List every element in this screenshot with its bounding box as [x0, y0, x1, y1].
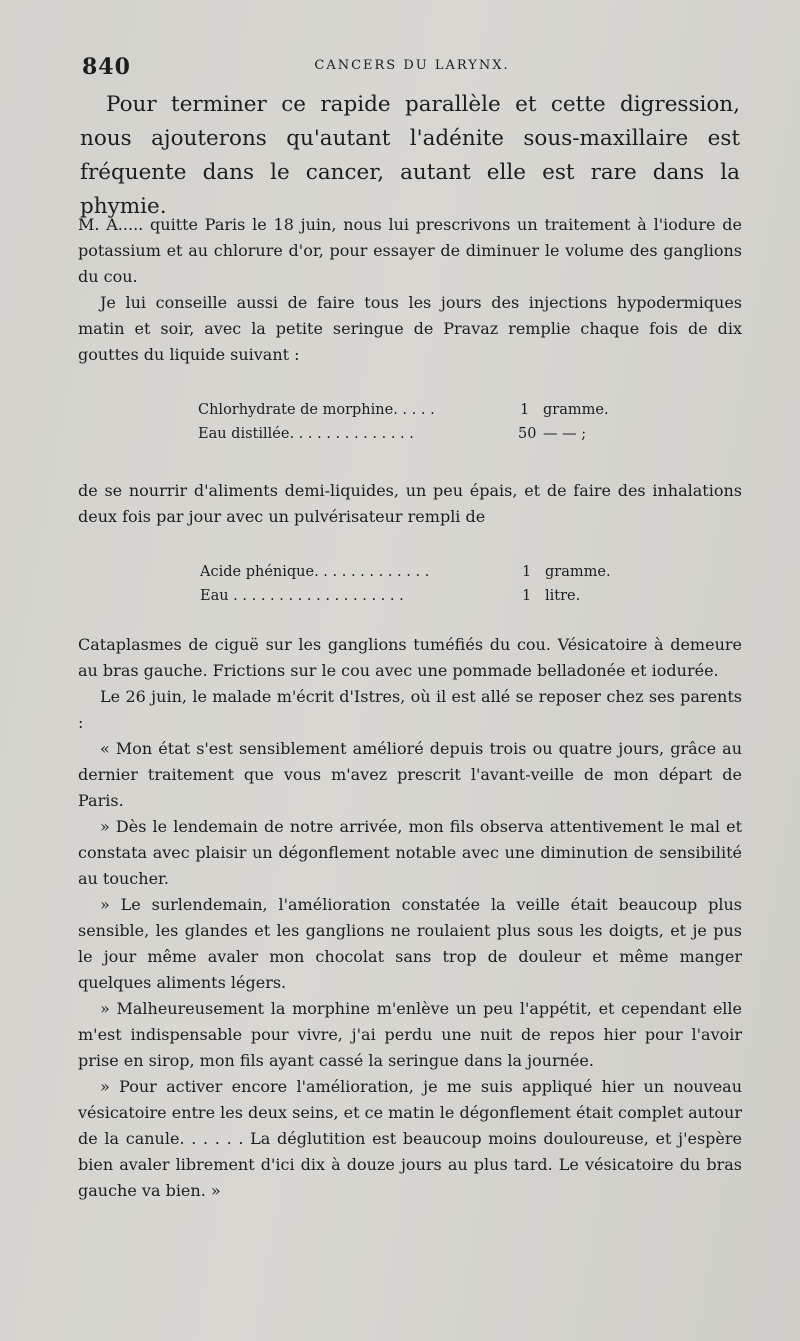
- formula-row: [200, 584, 640, 608]
- paragraph-letter-1: « Mon état s'est sensiblement amélioré depuis trois ou quatre jours, grâce au dernier traitement que vous m'avez prescrit l'avant-veille de mon départ de Paris.: [78, 739, 742, 810]
- text-block-3: [78, 632, 742, 1204]
- ingredient-unit: gramme.: [543, 402, 609, 418]
- formula-row: [198, 422, 638, 446]
- ingredient-name: Eau . . . . . . . . . . . . . . . . . . .: [200, 588, 404, 604]
- paragraph-letter-4: » Malheureusement la morphine m'enlève un peu l'appétit, et cependant elle m'est indispensable pour vivre, j'ai perdu une nuit de repos hier pour l'avoir prise en sirop, mon fils ayant cassé la seringue dans la journée.: [78, 999, 742, 1070]
- ingredient-unit: litre.: [545, 588, 581, 604]
- running-title: CANCERS DU LARYNX.: [314, 58, 510, 73]
- formula-row: [200, 560, 640, 584]
- ingredient-name: Acide phénique. . . . . . . . . . . . .: [200, 564, 430, 580]
- paragraph-cataplasms: Cataplasmes de ciguë sur les ganglions tuméfiés du cou. Vésicatoire à demeure au bras gauche. Frictions sur le cou avec une pommade belladonée et iodurée.: [78, 635, 742, 680]
- formula-row: [198, 398, 638, 422]
- prescription-morphine: [198, 398, 638, 446]
- intro-paragraph: Pour terminer ce rapide parallèle et cette digression, nous ajouterons qu'autant l'adénite sous-maxillaire est fréquente dans le cancer, autant elle est rare dans la phymie.: [80, 92, 740, 219]
- ingredient-quantity: 1: [522, 564, 532, 580]
- ingredient-unit: gramme.: [545, 564, 611, 580]
- paragraph-injections: Je lui conseille aussi de faire tous les jours des injections hypodermiques matin et soir, avec la petite seringue de Pravaz remplie chaque fois de dix gouttes du liquide suivant :: [78, 293, 742, 364]
- paragraph-letter-2: » Dès le lendemain de notre arrivée, mon fils observa attentivement le mal et constata avec plaisir un dégonflement notable avec une diminution de sensibilité au toucher.: [78, 817, 742, 888]
- paragraph-departure: M. A..... quitte Paris le 18 juin, nous lui prescrivons un traitement à l'iodure de potassium et au chlorure d'or, pour essayer de diminuer le volume des ganglions du cou.: [78, 215, 742, 286]
- paragraph-letter-3: » Le surlendemain, l'amélioration constatée la veille était beaucoup plus sensible, les glandes et les ganglions ne roulaient plus sous les doigts, et je pus le jour même avaler mon chocolat sans trop de douleur et même manger quelques aliments légers.: [78, 895, 742, 992]
- page-header: [82, 54, 742, 84]
- paragraph-letter-5: » Pour activer encore l'amélioration, je me suis appliqué hier un nouveau vésicatoire entre les deux seins, et ce matin le dégonflement était complet autour de la canule. . . . . . La déglutition est beaucoup moins douloureuse, et j'espère bien avaler librement d'ici dix à douze jours au plus tard. Le vésicatoire du bras gauche va bien. »: [78, 1077, 742, 1200]
- ingredient-quantity: 1: [520, 402, 530, 418]
- prescription-phenic-acid: [200, 560, 640, 608]
- text-block-2: [78, 478, 742, 530]
- paragraph-letter-intro: Le 26 juin, le malade m'écrit d'Istres, où il est allé se reposer chez ses parents :: [78, 687, 742, 732]
- ingredient-unit: — — ;: [543, 426, 587, 442]
- ingredient-quantity: 1: [522, 588, 532, 604]
- ingredient-name: Eau distillée. . . . . . . . . . . . . .: [198, 426, 414, 442]
- ingredient-name: Chlorhydrate de morphine. . . . .: [198, 402, 435, 418]
- ingredient-quantity: 50: [518, 426, 537, 442]
- paragraph-diet: de se nourrir d'aliments demi-liquides, un peu épais, et de faire des inhalations deux fois par jour avec un pulvérisateur rempli de: [78, 481, 742, 526]
- text-block-1: [78, 212, 742, 368]
- page-number: 840: [82, 54, 131, 80]
